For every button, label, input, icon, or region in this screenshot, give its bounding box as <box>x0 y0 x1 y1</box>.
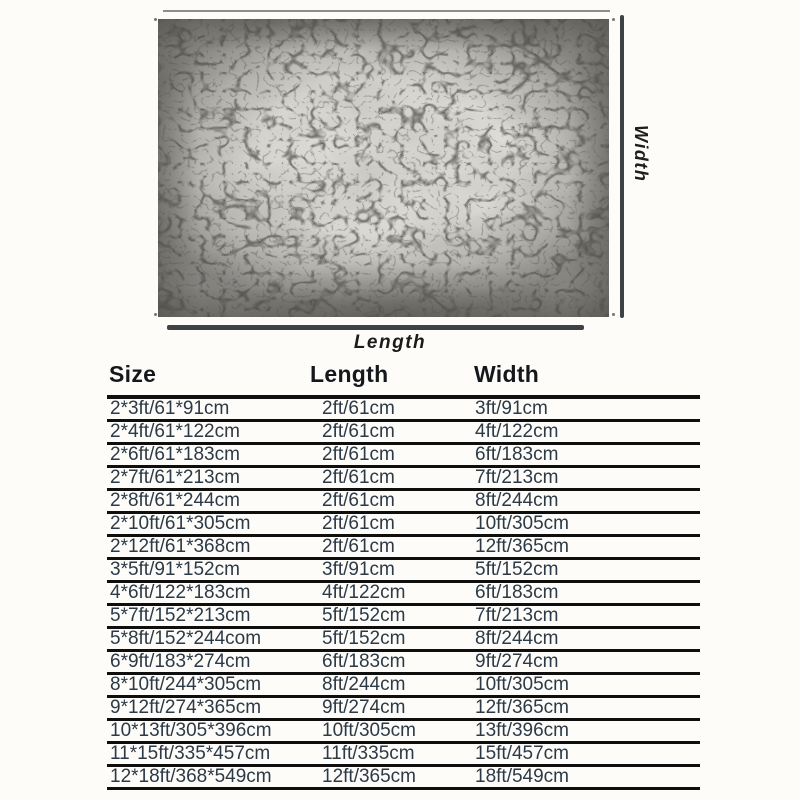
length-cell: 12ft/365cm <box>319 766 472 789</box>
size-cell: 10*13ft/305*396cm <box>107 720 319 743</box>
length-cell: 2ft/61cm <box>319 397 472 421</box>
size-cell: 6*9ft/183*274cm <box>107 651 319 674</box>
width-column-header: Width <box>472 361 700 397</box>
width-cell: 7ft/213cm <box>472 467 700 490</box>
length-cell: 2ft/61cm <box>319 513 472 536</box>
table-row <box>107 444 700 467</box>
width-cell: 7ft/213cm <box>472 605 700 628</box>
size-cell: 8*10ft/244*305cm <box>107 674 319 697</box>
table-row <box>107 536 700 559</box>
width-cell: 18ft/549cm <box>472 766 700 789</box>
width-cell: 12ft/365cm <box>472 536 700 559</box>
size-cell: 9*12ft/274*365cm <box>107 697 319 720</box>
width-cell: 15ft/457cm <box>472 743 700 766</box>
dimension-tick-bottom-left <box>154 313 157 316</box>
size-cell: 2*8ft/61*244cm <box>107 490 319 513</box>
length-cell: 5ft/152cm <box>319 628 472 651</box>
length-cell: 2ft/61cm <box>319 467 472 490</box>
table-row <box>107 582 700 605</box>
width-dimension-bar <box>620 15 624 318</box>
size-cell: 2*6ft/61*183cm <box>107 444 319 467</box>
width-cell: 10ft/305cm <box>472 674 700 697</box>
dimension-tick-bottom-right <box>612 313 615 316</box>
width-cell: 9ft/274cm <box>472 651 700 674</box>
size-cell: 11*15ft/335*457cm <box>107 743 319 766</box>
length-cell: 5ft/152cm <box>319 605 472 628</box>
table-row <box>107 674 700 697</box>
dimension-tick-top-right <box>612 18 615 21</box>
rug-product-image <box>158 19 609 317</box>
size-cell: 2*4ft/61*122cm <box>107 421 319 444</box>
length-cell: 10ft/305cm <box>319 720 472 743</box>
length-cell: 4ft/122cm <box>319 582 472 605</box>
table-row <box>107 628 700 651</box>
length-cell: 2ft/61cm <box>319 536 472 559</box>
length-cell: 2ft/61cm <box>319 444 472 467</box>
width-cell: 10ft/305cm <box>472 513 700 536</box>
width-cell: 13ft/396cm <box>472 720 700 743</box>
width-cell: 12ft/365cm <box>472 697 700 720</box>
length-column-header: Length <box>319 361 472 397</box>
size-cell: 4*6ft/122*183cm <box>107 582 319 605</box>
table-row <box>107 467 700 490</box>
table-row <box>107 513 700 536</box>
table-row <box>107 397 700 421</box>
size-table-body <box>107 397 700 789</box>
table-row <box>107 559 700 582</box>
rug-figure <box>0 0 800 363</box>
table-header-row <box>107 361 700 397</box>
size-cell: 2*3ft/61*91cm <box>107 397 319 421</box>
size-cell: 3*5ft/91*152cm <box>107 559 319 582</box>
dimension-tick-top-left <box>154 18 157 21</box>
table-row <box>107 766 700 789</box>
length-cell: 9ft/274cm <box>319 697 472 720</box>
table-row <box>107 651 700 674</box>
width-cell: 8ft/244cm <box>472 490 700 513</box>
width-cell: 4ft/122cm <box>472 421 700 444</box>
width-cell: 6ft/183cm <box>472 582 700 605</box>
width-cell: 5ft/152cm <box>472 559 700 582</box>
size-cell: 2*10ft/61*305cm <box>107 513 319 536</box>
size-column-header: Size <box>107 361 319 397</box>
length-cell: 6ft/183cm <box>319 651 472 674</box>
table-row <box>107 490 700 513</box>
width-axis-label: Width <box>631 125 651 183</box>
table-row <box>107 743 700 766</box>
length-cell: 2ft/61cm <box>319 490 472 513</box>
size-cell: 5*8ft/152*244com <box>107 628 319 651</box>
size-cell: 2*7ft/61*213cm <box>107 467 319 490</box>
rug-top-edge-line <box>163 10 610 12</box>
width-cell: 8ft/244cm <box>472 628 700 651</box>
length-cell: 3ft/91cm <box>319 559 472 582</box>
table-row <box>107 421 700 444</box>
length-cell: 11ft/335cm <box>319 743 472 766</box>
size-cell: 12*18ft/368*549cm <box>107 766 319 789</box>
rug-vignette-overlay <box>158 19 609 317</box>
length-axis-label: Length <box>353 332 427 353</box>
table-row <box>107 720 700 743</box>
length-cell: 2ft/61cm <box>319 421 472 444</box>
size-cell: 2*12ft/61*368cm <box>107 536 319 559</box>
length-cell: 8ft/244cm <box>319 674 472 697</box>
width-cell: 3ft/91cm <box>472 397 700 421</box>
length-dimension-bar <box>167 325 584 330</box>
size-table <box>107 361 700 790</box>
table-row <box>107 605 700 628</box>
table-row <box>107 697 700 720</box>
size-cell: 5*7ft/152*213cm <box>107 605 319 628</box>
width-cell: 6ft/183cm <box>472 444 700 467</box>
